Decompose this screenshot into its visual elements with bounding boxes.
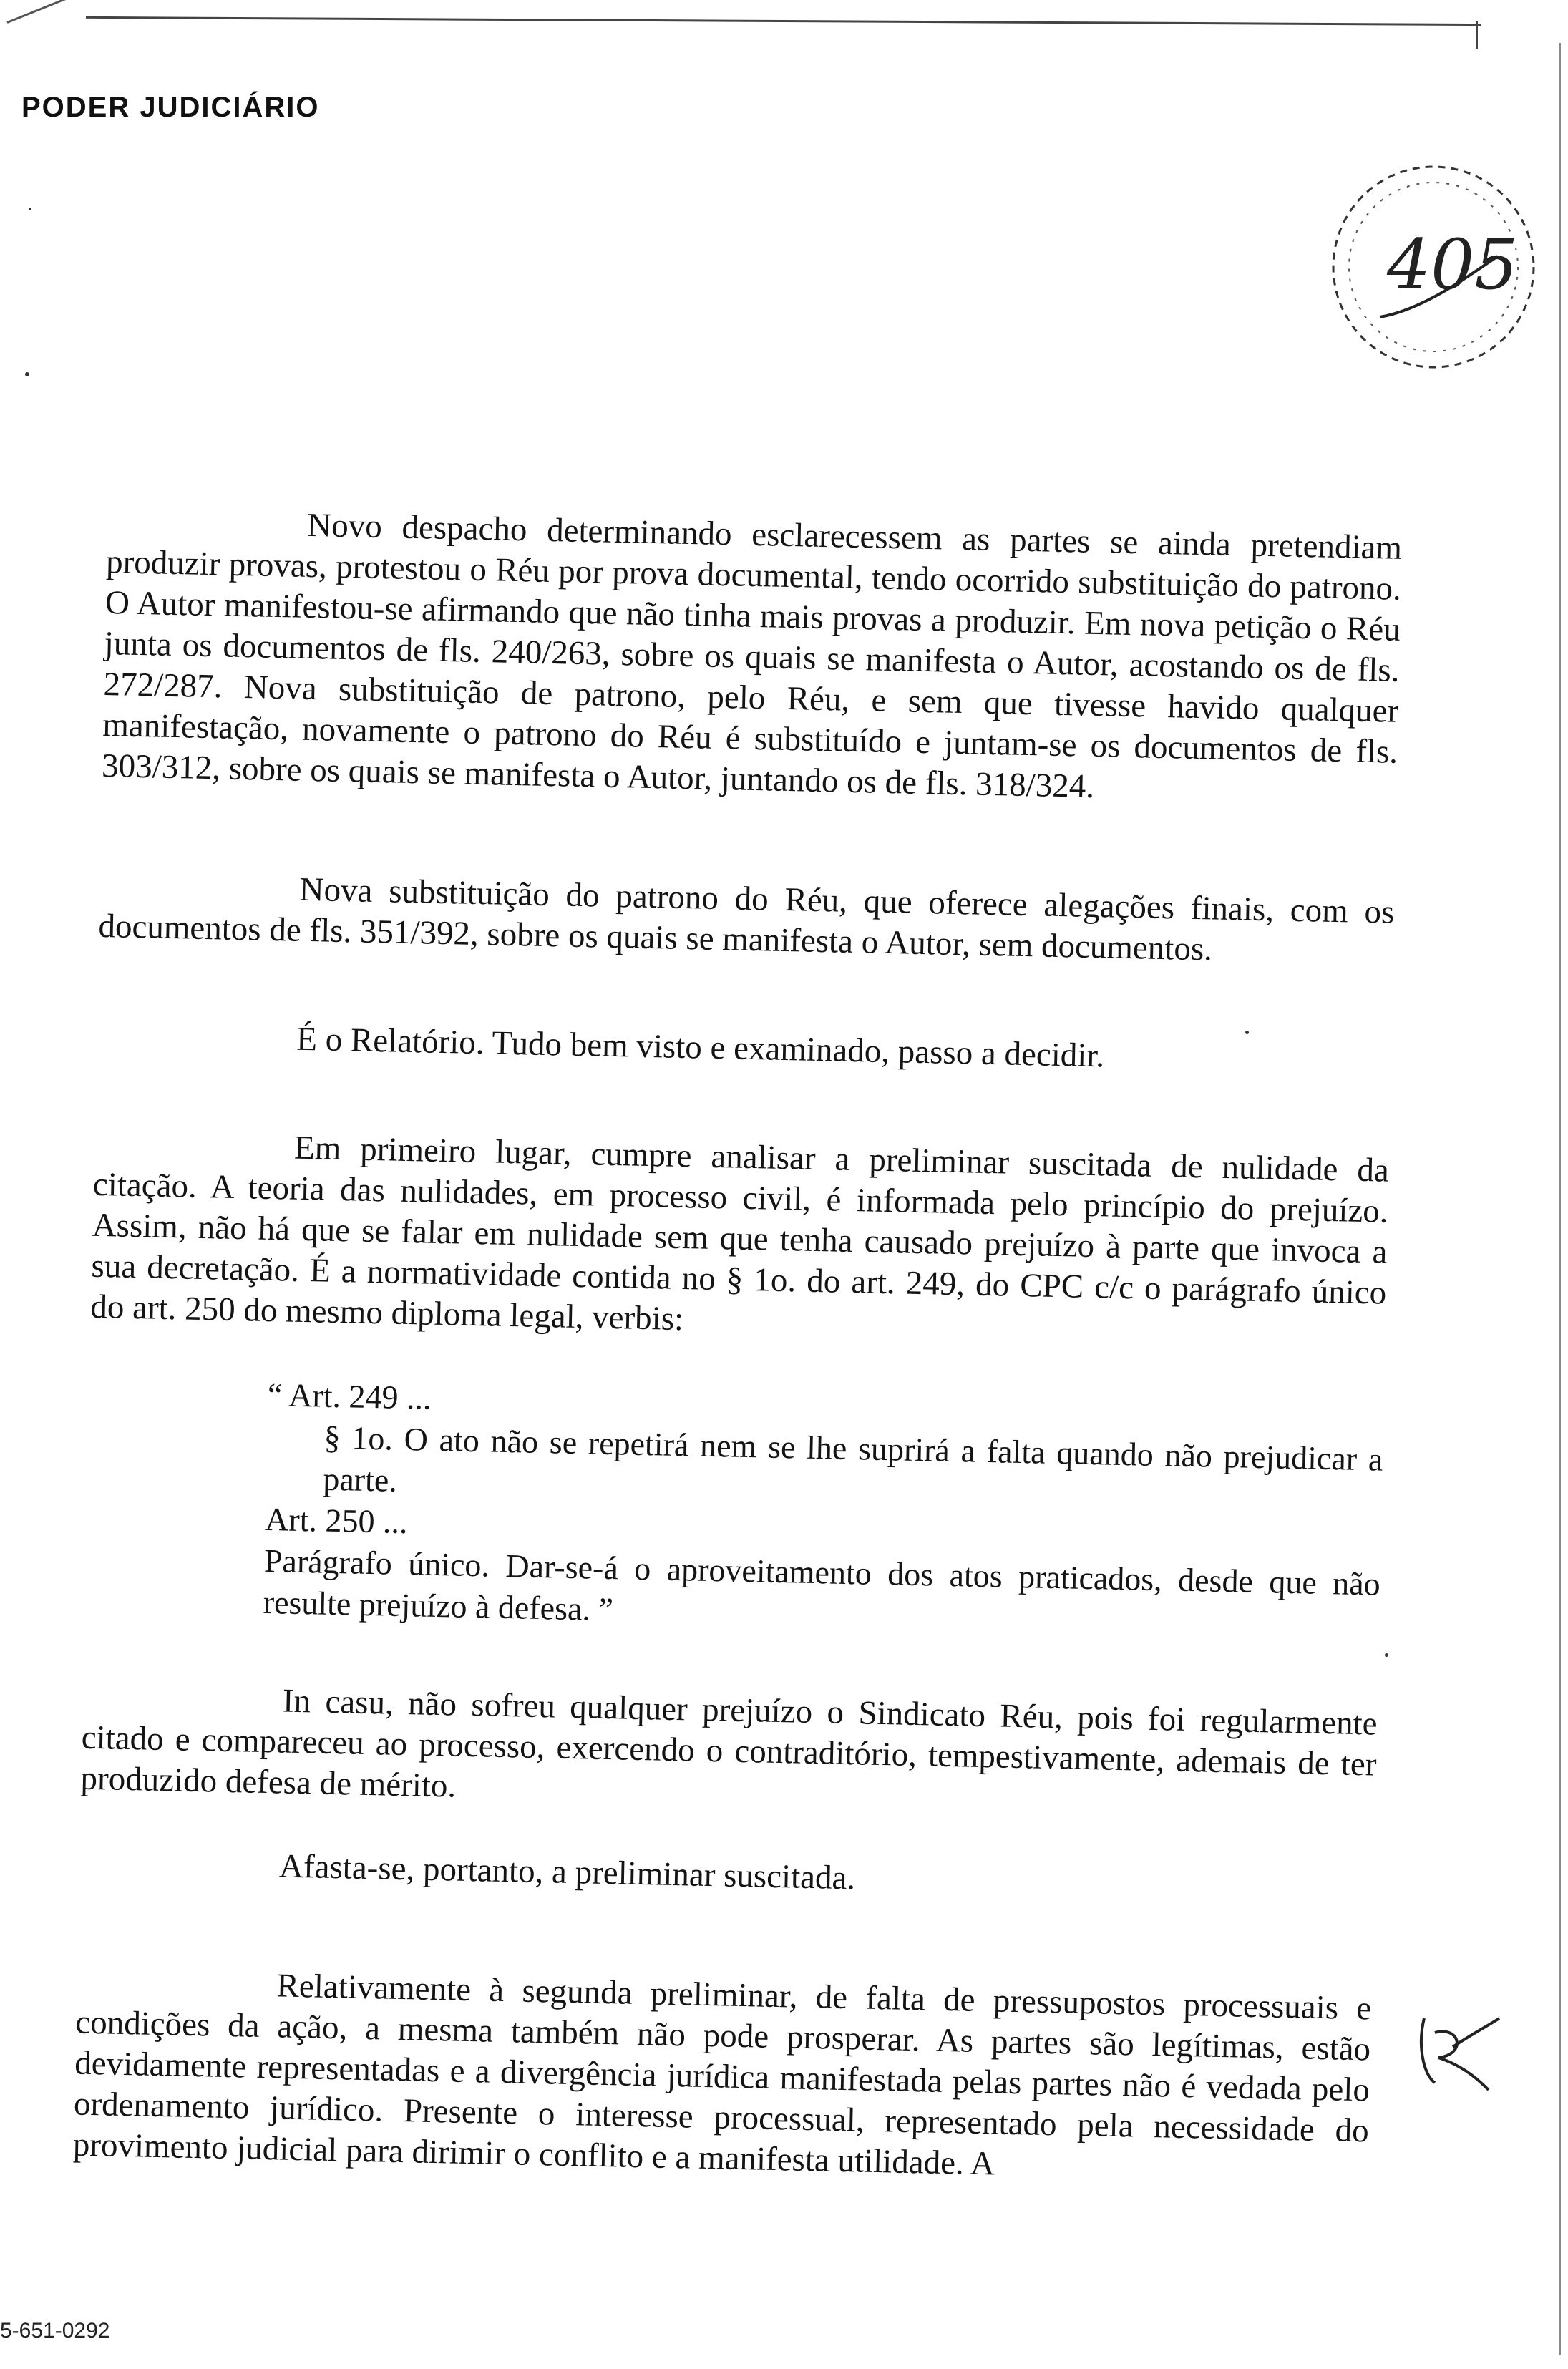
stamp-number: 405	[1387, 225, 1519, 305]
quote-line-art-250: Art. 250 ...	[264, 1500, 409, 1541]
scan-speck	[25, 372, 29, 376]
paragraph-relatorio: É o Relatório. Tudo bem visto e examinado, passo a decidir.	[296, 1020, 1105, 1075]
page-number-stamp	[1301, 135, 1566, 399]
footer-form-code: 5-651-0292	[0, 2319, 110, 2343]
paragraph-preliminar-nulidade: Em primeiro lugar, cumpre analisar a preliminar suscitada de nulidade da citação. A teoria das nulidades, em processo civil, é informada pelo princípio do prejuízo. Assim, não há que se falar em nulidade sem que tenha causado prejuízo à parte que invoca a sua decretação. É a normatividade contida no § 1o. do art. 249, do CPC c/c o parágrafo único do art. 250 do mesmo diploma legal, verbis:	[89, 1129, 1390, 1338]
corner-scan-mark	[6, 0, 80, 24]
paragraph-despacho: Novo despacho determinando esclarecessem as partes se ainda pretendiam produzir provas, protestou o Réu por prova documental, tendo ocorrido substituição do patrono. O Autor manifestou-se afirmando que não tinha mais provas a produzir. Em nova petição o Réu junta os documentos de fls. 240/263, sobre os quais se manifesta o Autor, acostando os de fls. 272/287. Nova substituição de patrono, pelo Réu, e sem que tivesse havido qualquer manifestação, novamente o patrono do Réu é substituído e juntam-se os documentos de fls. 303/312, sobre os quais se manifesta o Autor, juntando os de fls. 318/324.	[101, 506, 1403, 805]
paragraph-segunda-preliminar: Relativamente à segunda preliminar, de falta de pressupostos processuais e condições da ação, a mesma também não pode prosperar. As partes são legítimas, estão devidamente representadas e a divergência jurídica manifestada pelas partes não é vedada pelo ordenamento jurídico. Presente o interesse processual, representado pela necessidade do provimento judicial para dirimir o conflito e a manifesta utilidade. A	[72, 1967, 1372, 2183]
quote-line-paragrafo-unico: Parágrafo único. Dar-se-á o aproveitamento dos atos praticados, desde que não resulte prejuízo à defesa. ”	[263, 1542, 1381, 1628]
paragraph-afasta-se: Afasta-se, portanto, a preliminar suscitada.	[278, 1847, 856, 1897]
quote-line-art-249: “ Art. 249 ...	[267, 1376, 432, 1416]
scan-speck	[1385, 1653, 1388, 1657]
top-border-tick	[1476, 21, 1478, 49]
document-body	[71, 501, 1403, 2271]
legal-quote	[263, 1374, 1384, 1647]
quote-line-paragrafo-1: § 1o. O ato não se repetirá nem se lhe suprirá a falta quando não prejudicar a parte.	[322, 1419, 1383, 1499]
top-border-line	[86, 16, 1481, 26]
margin-initials-signature	[1403, 2004, 1510, 2097]
scan-speck	[1245, 1031, 1249, 1034]
paragraph-substituicao: Nova substituição do patrono do Réu, que oferece alegações finais, com os documentos de fls. 351/392, sobre os quais se manifesta o Autor, sem documentos.	[98, 870, 1395, 968]
paragraph-in-casu: In casu, não sofreu qualquer prejuízo o Sindicato Réu, pois foi regularmente citado e compareceu ao processo, exercendo o contraditório, tempestivamente, ademais de ter produzido defesa de mérito.	[80, 1682, 1378, 1805]
scan-speck	[29, 208, 31, 210]
page-header: PODER JUDICIÁRIO	[21, 92, 320, 123]
